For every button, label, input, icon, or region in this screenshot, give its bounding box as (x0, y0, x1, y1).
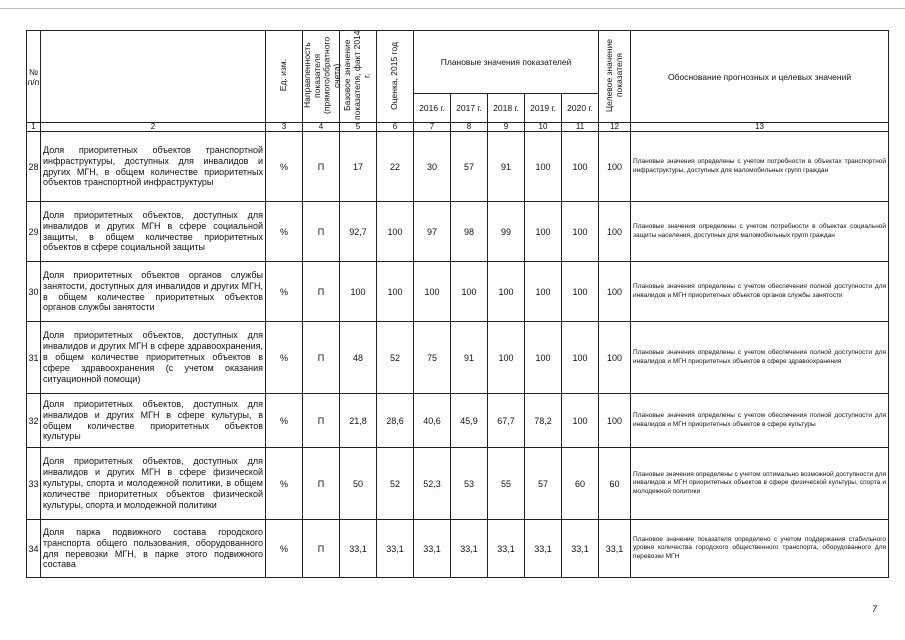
target-cell: 100 (599, 202, 631, 262)
plan-2019-cell: 100 (525, 262, 562, 322)
direction-cell: П (303, 394, 340, 448)
row-number: 28 (27, 132, 41, 202)
column-number: 6 (377, 123, 414, 132)
plan-2019-cell: 78,2 (525, 394, 562, 448)
plan-2018-cell: 99 (488, 202, 525, 262)
justification-cell: Плановые значения определены с учетом обеспечения полной доступности для инвалидов и МГН приоритетных объектов органов службы занятости (631, 262, 889, 322)
row-number: 29 (27, 202, 41, 262)
target-cell: 100 (599, 394, 631, 448)
column-number: 13 (631, 123, 889, 132)
plan-2018-cell: 33,1 (488, 520, 525, 578)
header-unit: Ед. изм. (266, 31, 303, 123)
unit-cell: % (266, 448, 303, 520)
plan-2020-cell: 100 (562, 132, 599, 202)
header-year: 2019 г. (525, 94, 562, 123)
plan-2016-cell: 30 (414, 132, 451, 202)
row-number: 31 (27, 322, 41, 394)
plan-2017-cell: 53 (451, 448, 488, 520)
column-number: 8 (451, 123, 488, 132)
plan-2020-cell: 100 (562, 394, 599, 448)
table-row (27, 202, 889, 262)
column-number: 1 (27, 123, 41, 132)
column-number: 2 (41, 123, 266, 132)
target-cell: 100 (599, 262, 631, 322)
indicators-table (26, 30, 889, 578)
unit-cell: % (266, 394, 303, 448)
plan-2020-cell: 60 (562, 448, 599, 520)
justification-cell: Плановые значения определены с учетом обеспечения полной доступности для инвалидов и МГН приоритетных объектов в сфере здравоохранения (631, 322, 889, 394)
header-target: Целевое значение показателя (599, 31, 631, 123)
indicator-name: Доля приоритетных объектов транспортной инфраструктуры, доступных для инвалидов и других МГН, в общем количестве приоритетных объектов транспортной инфраструктуры (41, 132, 266, 202)
row-number: 33 (27, 448, 41, 520)
plan-2019-cell: 33,1 (525, 520, 562, 578)
indicator-name: Доля приоритетных объектов, доступных для инвалидов и других МГН в сфере социальной защиты, в общем количестве приоритетных объектов в сфере социальной защиты (41, 202, 266, 262)
plan-2016-cell: 52,3 (414, 448, 451, 520)
column-number: 11 (562, 123, 599, 132)
header-base: Базовое значение показателя, факт 2014 г. (340, 31, 377, 123)
justification-cell: Плановые значения определены с учетом потребности в объектах транспортной инфраструктуры, доступных для маломобильных групп граждан (631, 132, 889, 202)
column-number-row (27, 123, 889, 132)
plan-2018-cell: 91 (488, 132, 525, 202)
plan-2016-cell: 97 (414, 202, 451, 262)
plan-2017-cell: 33,1 (451, 520, 488, 578)
header-plan: Плановые значения показателей (414, 31, 599, 94)
plan-2019-cell: 100 (525, 132, 562, 202)
header-year: 2016 г. (414, 94, 451, 123)
unit-cell: % (266, 520, 303, 578)
estimate-cell: 100 (377, 262, 414, 322)
target-cell: 60 (599, 448, 631, 520)
plan-2017-cell: 100 (451, 262, 488, 322)
base-value-cell: 100 (340, 262, 377, 322)
header-name (41, 31, 266, 123)
justification-cell: Плановое значение показателя определено с учетом поддержания стабильного уровня количества городского общественного транспорта, оборудованного для перевозки МГН (631, 520, 889, 578)
table-row (27, 322, 889, 394)
plan-2019-cell: 100 (525, 322, 562, 394)
direction-cell: П (303, 520, 340, 578)
indicators-table-sheet (26, 30, 888, 578)
plan-2016-cell: 40,6 (414, 394, 451, 448)
header-justification: Обоснование прогнозных и целевых значений (631, 31, 889, 123)
plan-2020-cell: 100 (562, 202, 599, 262)
base-value-cell: 92,7 (340, 202, 377, 262)
base-value-cell: 33,1 (340, 520, 377, 578)
header-year: 2017 г. (451, 94, 488, 123)
header-year: 2020 г. (562, 94, 599, 123)
header-estimate: Оценка, 2015 год (377, 31, 414, 123)
plan-2020-cell: 100 (562, 262, 599, 322)
column-number: 5 (340, 123, 377, 132)
target-cell: 33,1 (599, 520, 631, 578)
unit-cell: % (266, 202, 303, 262)
plan-2020-cell: 100 (562, 322, 599, 394)
indicator-name: Доля приоритетных объектов, доступных для инвалидов и других МГН в сфере физической культуры, спорта и молодежной политики, в общем количестве приоритетных объектов физической культуры, спорта и молодежной политики (41, 448, 266, 520)
row-number: 30 (27, 262, 41, 322)
plan-2016-cell: 33,1 (414, 520, 451, 578)
estimate-cell: 52 (377, 322, 414, 394)
plan-2017-cell: 45,9 (451, 394, 488, 448)
plan-2017-cell: 57 (451, 132, 488, 202)
header-num: № п/п (27, 31, 41, 123)
unit-cell: % (266, 132, 303, 202)
plan-2018-cell: 55 (488, 448, 525, 520)
plan-2017-cell: 91 (451, 322, 488, 394)
table-row (27, 132, 889, 202)
base-value-cell: 21,8 (340, 394, 377, 448)
row-number: 34 (27, 520, 41, 578)
estimate-cell: 33,1 (377, 520, 414, 578)
table-row (27, 448, 889, 520)
column-number: 7 (414, 123, 451, 132)
column-number: 3 (266, 123, 303, 132)
header-year: 2018 г. (488, 94, 525, 123)
plan-2020-cell: 33,1 (562, 520, 599, 578)
header-direction: Направленность показателя (прямого/обратного счета) (303, 31, 340, 123)
direction-cell: П (303, 322, 340, 394)
plan-2018-cell: 100 (488, 262, 525, 322)
column-number: 12 (599, 123, 631, 132)
indicator-name: Доля приоритетных объектов органов службы занятости, доступных для инвалидов и других МГН, в общем количестве приоритетных объектов органов службы занятости (41, 262, 266, 322)
plan-2018-cell: 100 (488, 322, 525, 394)
direction-cell: П (303, 202, 340, 262)
table-row (27, 394, 889, 448)
column-number: 9 (488, 123, 525, 132)
direction-cell: П (303, 132, 340, 202)
target-cell: 100 (599, 132, 631, 202)
plan-2016-cell: 100 (414, 262, 451, 322)
indicator-name: Доля приоритетных объектов, доступных для инвалидов и других МГН в сфере здравоохранения, в общем количестве приоритетных объектов в сфере здравоохранения (с учетом оказания ситуационной помощи) (41, 322, 266, 394)
plan-2019-cell: 57 (525, 448, 562, 520)
column-number: 4 (303, 123, 340, 132)
indicator-name: Доля парка подвижного состава городского транспорта общего пользования, оборудованного для перевозки МГН, в парке этого подвижного состава (41, 520, 266, 578)
unit-cell: % (266, 262, 303, 322)
justification-cell: Плановые значения определены с учетом оптимально возможной доступности для инвалидов и МГН приоритетных объектов в сфере физической культуры, спорта и молодежной политики (631, 448, 889, 520)
plan-2018-cell: 67,7 (488, 394, 525, 448)
justification-cell: Плановые значения определены с учетом обеспечения полной доступности для инвалидов и МГН приоритетных объектов в сфере культуры (631, 394, 889, 448)
table-row (27, 520, 889, 578)
header-row (27, 31, 889, 94)
indicator-name: Доля приоритетных объектов, доступных для инвалидов и других МГН в сфере культуры, в общем количестве приоритетных объектов культуры (41, 394, 266, 448)
direction-cell: П (303, 262, 340, 322)
plan-2016-cell: 75 (414, 322, 451, 394)
column-number: 10 (525, 123, 562, 132)
estimate-cell: 100 (377, 202, 414, 262)
row-number: 32 (27, 394, 41, 448)
justification-cell: Плановые значения определены с учетом потребности в объектах социальной защиты населения, доступных для маломобильных групп граждан (631, 202, 889, 262)
base-value-cell: 48 (340, 322, 377, 394)
base-value-cell: 17 (340, 132, 377, 202)
direction-cell: П (303, 448, 340, 520)
base-value-cell: 50 (340, 448, 377, 520)
estimate-cell: 28,6 (377, 394, 414, 448)
estimate-cell: 22 (377, 132, 414, 202)
plan-2017-cell: 98 (451, 202, 488, 262)
scan-top-edge (0, 8, 905, 9)
table-row (27, 262, 889, 322)
page-number: 7 (871, 604, 877, 614)
unit-cell: % (266, 322, 303, 394)
target-cell: 100 (599, 322, 631, 394)
plan-2019-cell: 100 (525, 202, 562, 262)
estimate-cell: 52 (377, 448, 414, 520)
